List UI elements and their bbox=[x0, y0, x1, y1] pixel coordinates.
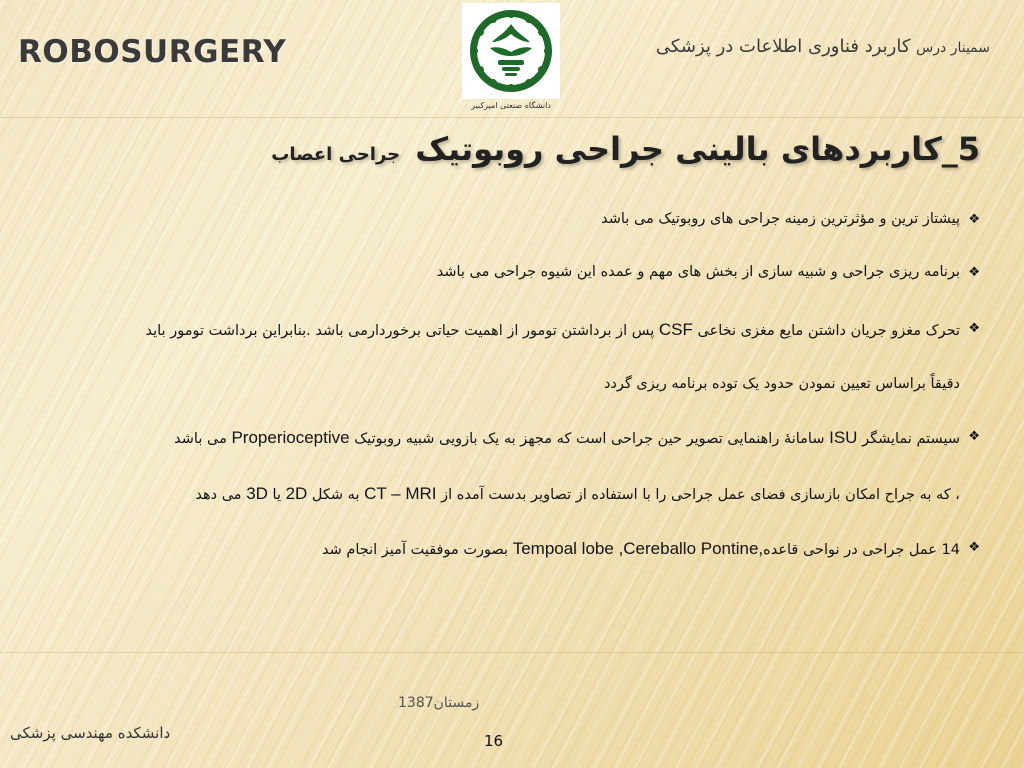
bullet-item bbox=[174, 428, 980, 448]
bullet-text-start: تحرک مغزو جریان داشتن مایع مغزی نخاعی bbox=[692, 323, 960, 339]
bullet-text: دقیقاً براساس تعیین نمودن حدود یک توده برنامه ریزی گردد bbox=[603, 376, 960, 392]
bullet-latin-term-2: Properioceptive bbox=[231, 428, 350, 447]
bullet-latin-term: CSF bbox=[658, 320, 693, 339]
diamond-bullet-icon: ❖ bbox=[968, 321, 980, 336]
page-number: 16 bbox=[484, 732, 504, 750]
bullet-latin-term: ISU bbox=[829, 428, 858, 447]
diamond-bullet-icon: ❖ bbox=[968, 540, 980, 555]
bullet-text-start: 14 عمل جراحی در نواحی قاعده bbox=[763, 542, 960, 558]
bullet-continuation bbox=[604, 376, 960, 392]
seminar-prefix: سمینار درس bbox=[916, 40, 990, 56]
footer-divider bbox=[0, 652, 1024, 653]
bullet-text-start: ، که به جراح امکان بازسازی فضای عمل جراحی را با استفاده از تصاویر بدست آمده از bbox=[436, 487, 960, 503]
slide-heading bbox=[271, 130, 980, 168]
bullet-item bbox=[601, 211, 980, 227]
bullet-item bbox=[145, 320, 980, 340]
bullet-text: پیشتاز ترین و مؤثرترین زمینه جراحی های روبوتیک می باشد bbox=[601, 211, 960, 227]
bullet-text-end: بصورت موفقیت آمیز انجام شد bbox=[322, 542, 513, 558]
diamond-bullet-icon: ❖ bbox=[968, 429, 980, 444]
bullet-latin-term: CT – MRI bbox=[364, 484, 437, 503]
faculty-label: دانشکده مهندسی پزشکی bbox=[10, 724, 171, 742]
slide-subtitle: جراحی اعصاب bbox=[271, 144, 401, 165]
university-emblem-graphic bbox=[468, 8, 554, 94]
bullet-text-end: می باشد bbox=[174, 431, 232, 447]
diamond-bullet-icon: ❖ bbox=[968, 265, 980, 280]
season-label: زمستان1387 bbox=[398, 695, 480, 711]
bullet-text-middle: به شکل bbox=[307, 487, 365, 503]
diamond-bullet-icon: ❖ bbox=[968, 212, 980, 227]
bullet-item bbox=[436, 264, 980, 280]
university-emblem-icon bbox=[462, 3, 560, 99]
bullet-latin-term-2: 2D bbox=[285, 484, 308, 503]
bullet-text-middle: سامانۀ راهنمایی تصویر حین جراحی است که مجهز به یک بازویی شبیه روبوتیک bbox=[349, 431, 830, 447]
seminar-title bbox=[656, 36, 990, 57]
university-name-caption: دانشگاه صنعتی امیرکبیر bbox=[471, 101, 551, 110]
bullet-continuation bbox=[195, 484, 960, 504]
bullet-text-end: پس از برداشتن تومور از اهمیت حیاتی برخوردارمی باشد .بنابراین برداشت تومور باید bbox=[145, 323, 659, 339]
header-divider bbox=[0, 117, 1024, 118]
seminar-course-name: کاربرد فناوری اطلاعات در پزشکی bbox=[655, 36, 911, 57]
bullet-text-start: سیستم نمایشگر bbox=[857, 431, 960, 447]
bullet-item bbox=[322, 539, 980, 559]
bullet-text-middle-2: یا bbox=[267, 487, 286, 503]
brand-title: ROBOSURGERY bbox=[18, 34, 287, 70]
bullet-text-end: می دهد bbox=[195, 487, 247, 503]
bullet-text: برنامه ریزی جراحی و شبیه سازی از بخش های مهم و عمده این شیوه جراحی می باشد bbox=[436, 264, 960, 280]
slide-title: 5_کاربردهای بالینی جراحی روبوتیک bbox=[415, 130, 980, 168]
bullet-latin-term-3: 3D bbox=[246, 484, 268, 503]
bullet-latin-term: ,Tempoal lobe ,Cereballo Pontine bbox=[512, 539, 764, 558]
